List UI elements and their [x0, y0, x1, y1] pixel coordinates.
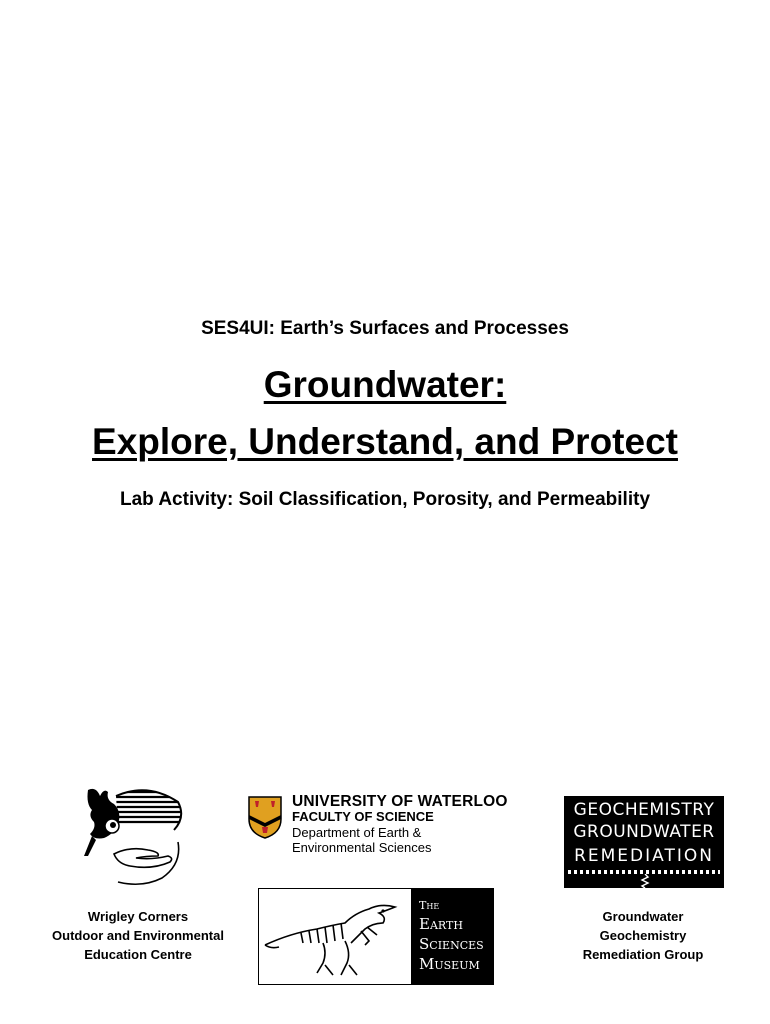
- geo-logo-line-1: GEOCHEMISTRY: [573, 800, 715, 820]
- geochemistry-groundwater-remediation-logo: [564, 796, 724, 888]
- squiggle-icon: [640, 874, 650, 888]
- geo-caption-line-2: Geochemistry: [599, 928, 687, 943]
- uw-department-line-1: Department of Earth &: [292, 825, 422, 840]
- museum-line-1: The: [419, 899, 440, 912]
- museum-line-3: Sciences: [419, 935, 484, 953]
- wrigley-caption-line-1: Wrigley Corners: [87, 909, 189, 924]
- bird-hand-icon: [78, 782, 190, 888]
- wrigley-caption-line-2: Outdoor and Environmental: [52, 928, 224, 943]
- course-code-heading: SES4UI: Earth’s Surfaces and Processes: [201, 318, 569, 339]
- museum-line-4: Museum: [419, 955, 480, 973]
- university-of-waterloo-logo: [244, 793, 524, 859]
- wrigley-caption: [38, 907, 238, 964]
- uw-name: UNIVERSITY OF WATERLOO: [292, 793, 508, 810]
- wrigley-corners-logo: [78, 782, 190, 888]
- geo-logo-line-2: GROUNDWATER: [573, 822, 715, 842]
- wrigley-caption-line-3: Education Centre: [84, 947, 192, 962]
- geo-caption-line-1: Groundwater: [602, 909, 684, 924]
- geochemistry-caption: [553, 907, 733, 964]
- title-line-2: Explore, Understand, and Protect: [92, 421, 678, 462]
- dinosaur-skeleton-icon: [261, 893, 411, 981]
- waterloo-crest-icon: [247, 795, 283, 839]
- museum-wordmark-box: [411, 889, 493, 984]
- uw-department-line-2: Environmental Sciences: [292, 840, 432, 855]
- geo-caption-line-3: Remediation Group: [582, 947, 704, 962]
- uw-faculty: FACULTY OF SCIENCE: [292, 809, 434, 824]
- earth-sciences-museum-logo: [258, 888, 494, 985]
- lab-activity-subtitle: Lab Activity: Soil Classification, Porosity, and Permeability: [119, 489, 651, 510]
- museum-line-2: Earth: [419, 915, 463, 933]
- geo-logo-line-3: REMEDIATION: [574, 846, 714, 866]
- title-line-1: Groundwater:: [263, 364, 507, 405]
